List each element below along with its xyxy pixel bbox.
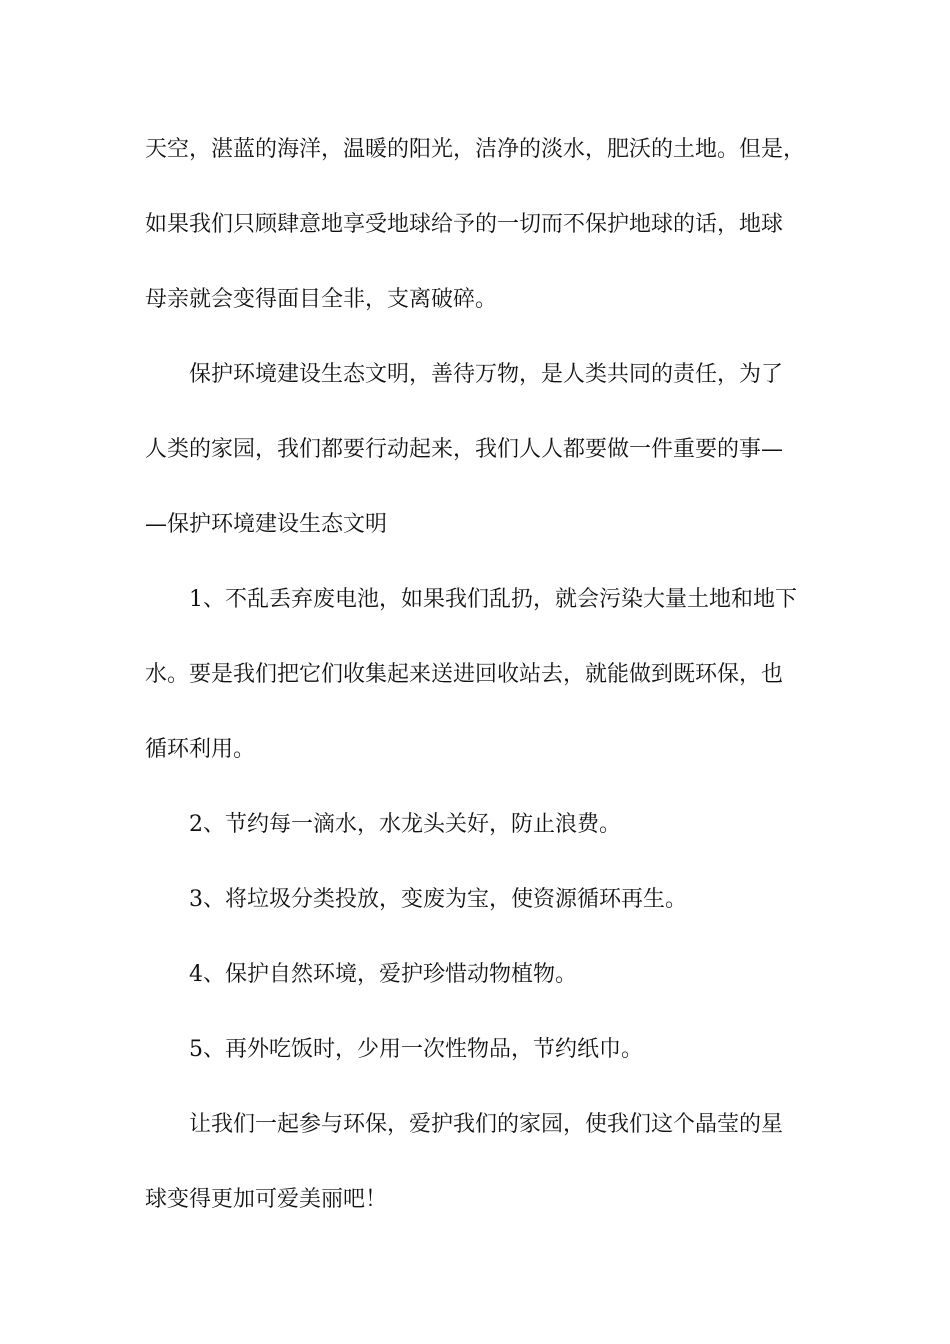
paragraph-line: 人类的家园，我们都要行动起来，我们人人都要做一件重要的事— [145,437,784,462]
list-item-line: 3、将垃圾分类投放，变废为宝，使资源循环再生。 [189,887,687,912]
list-item-line: 5、再外吃饭时，少用一次性物品，节约纸巾。 [189,1037,643,1062]
paragraph-line: 保护环境建设生态文明，善待万物，是人类共同的责任，为了 [189,362,784,387]
list-item-line: 1、不乱丢弃废电池，如果我们乱扔，就会污染大量土地和地下 [189,587,797,612]
list-item-line: 水。要是我们把它们收集起来送进回收站去，就能做到既环保，也 [145,662,784,687]
paragraph-line: —保护环境建设生态文明 [145,512,388,537]
paragraph-line: 母亲就会变得面目全非，支离破碎。 [145,287,498,312]
list-item-line: 4、保护自然环境，爱护珍惜动物植物。 [189,962,577,987]
list-item-line: 循环利用。 [145,737,256,762]
paragraph-line: 球变得更加可爱美丽吧！ [145,1187,388,1212]
paragraph-line: 天空，湛蓝的海洋，温暖的阳光，洁净的淡水，肥沃的土地。但是， [145,137,806,162]
paragraph-line: 如果我们只顾肆意地享受地球给予的一切而不保护地球的话，地球 [145,212,784,237]
list-item-line: 2、节约每一滴水，水龙头关好，防止浪费。 [189,812,621,837]
paragraph-line: 让我们一起参与环保，爱护我们的家园，使我们这个晶莹的星 [189,1112,784,1137]
